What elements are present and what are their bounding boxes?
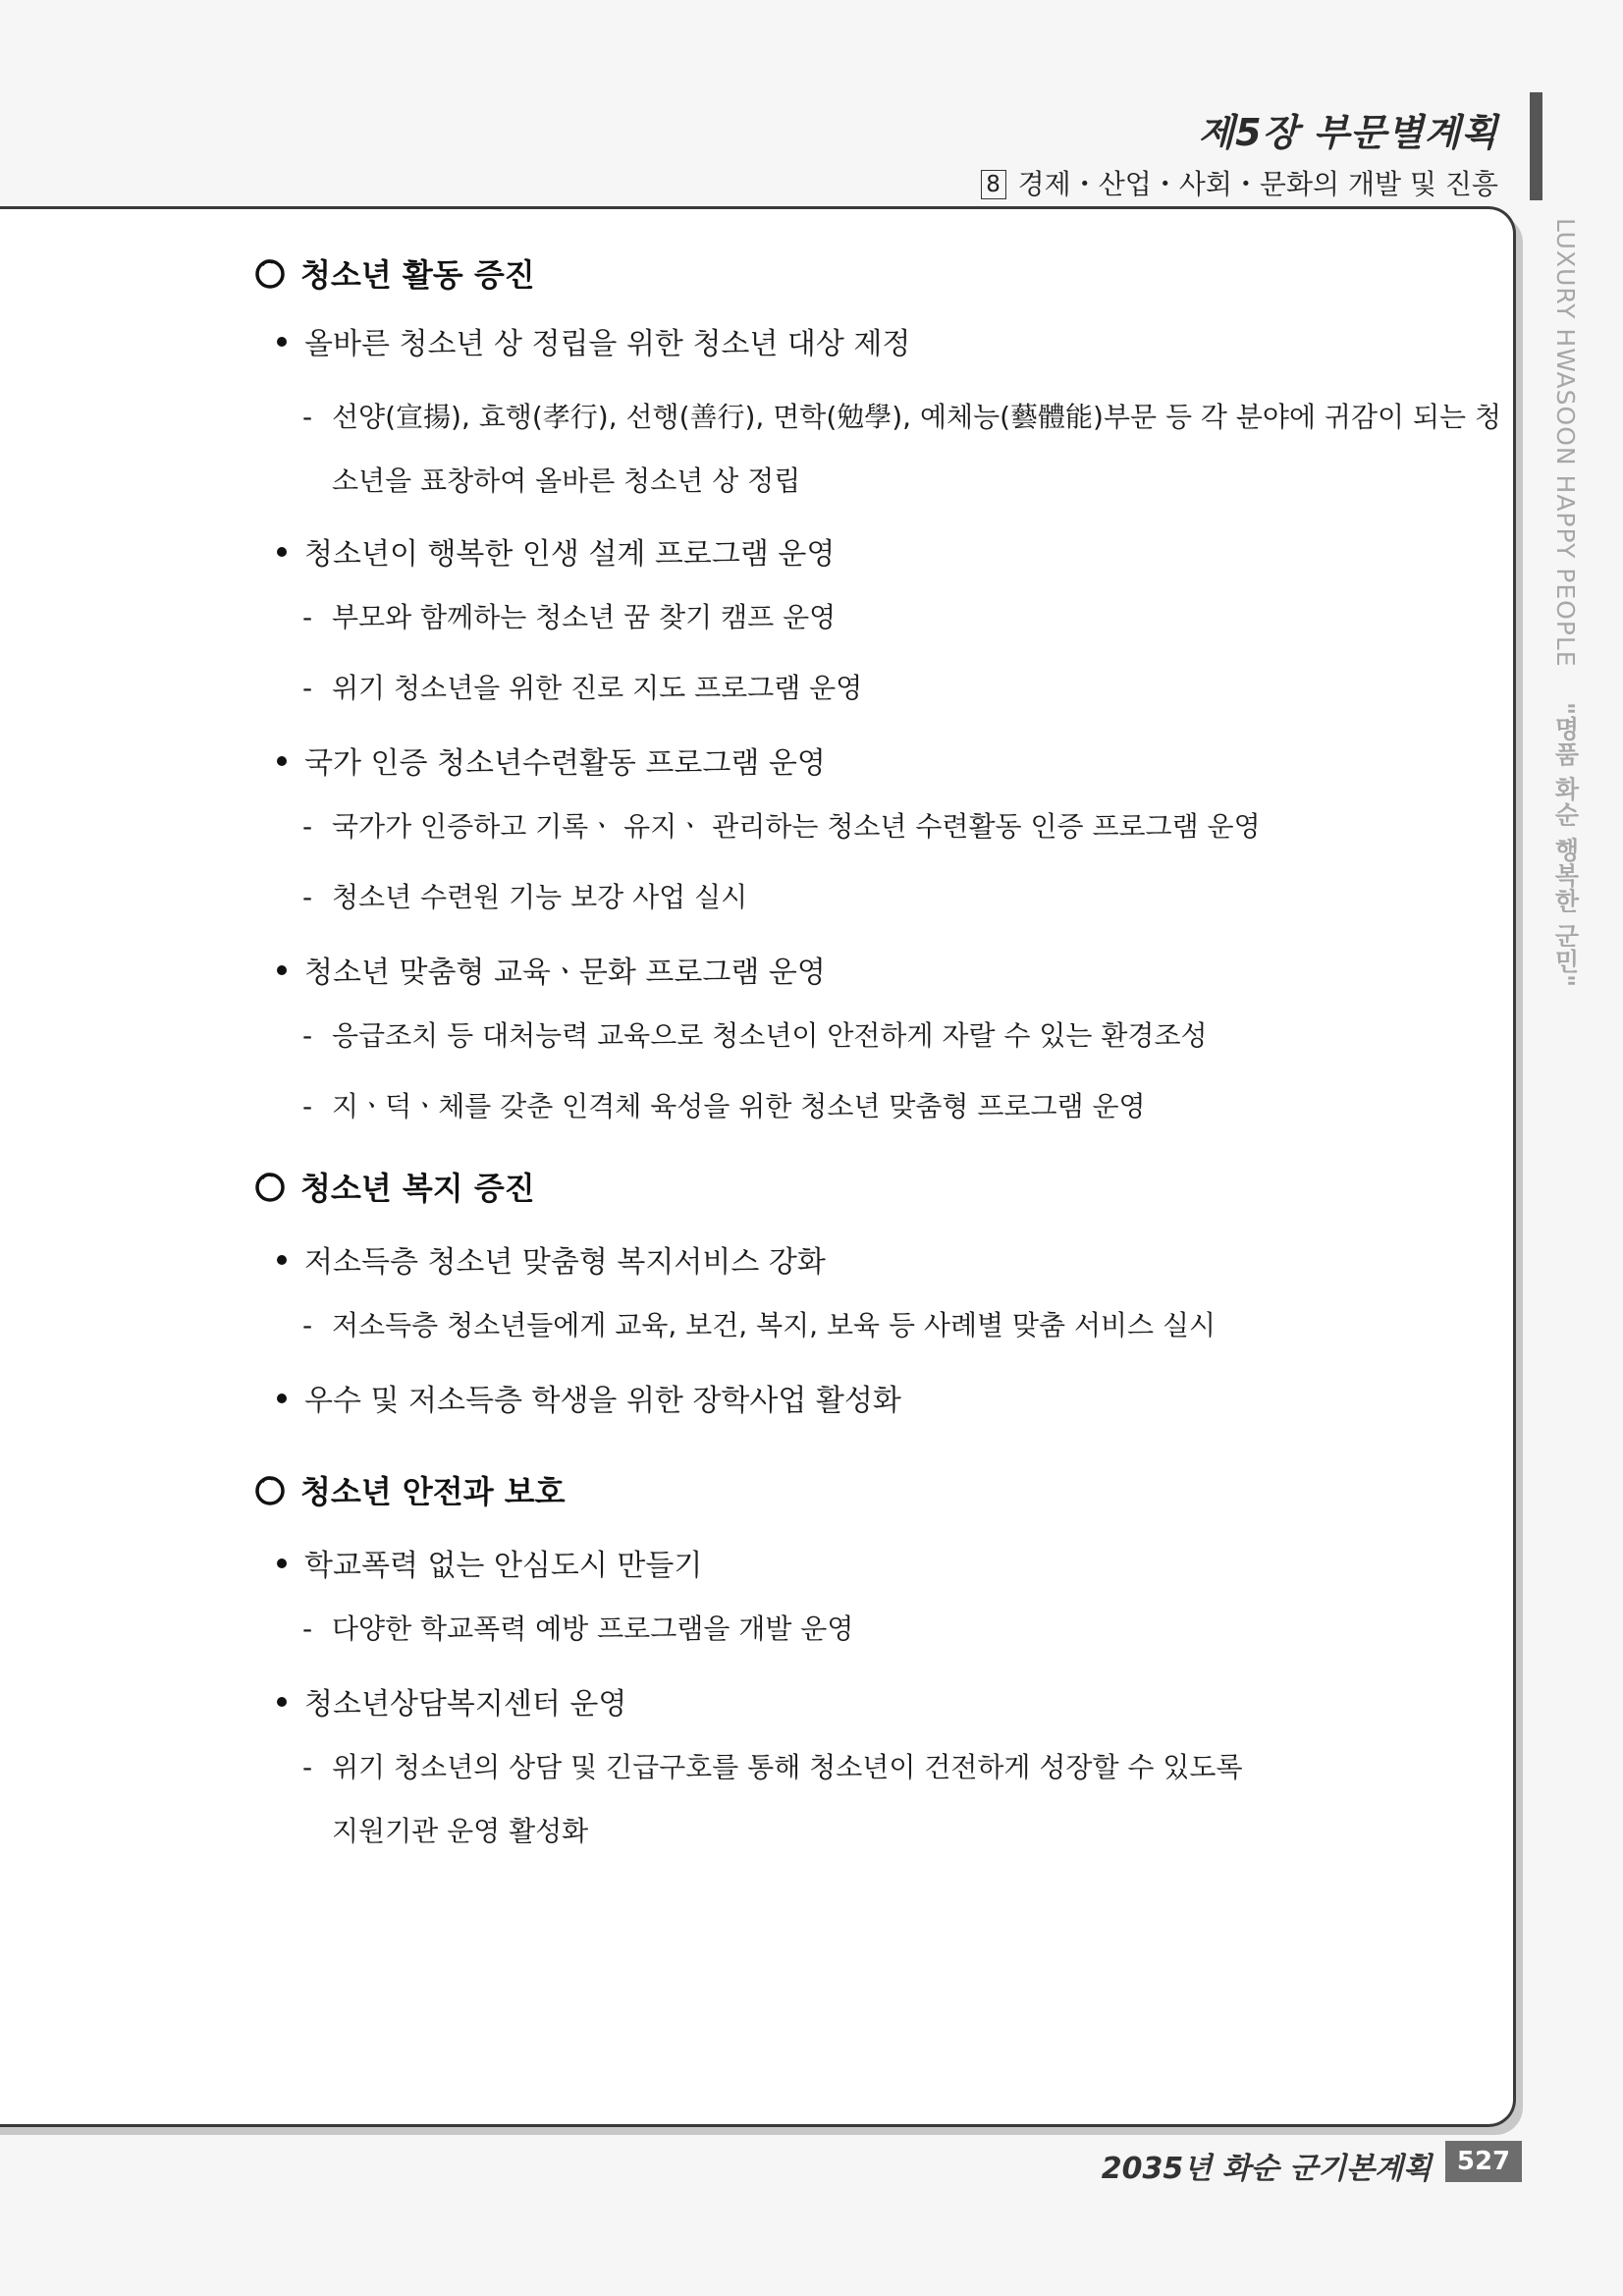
bullet-text: 청소년 맞춤형 교육ㆍ문화 프로그램 운영	[304, 956, 826, 990]
section-heading-text: 청소년 활동 증진	[300, 256, 535, 294]
dash-item-continuation: 지원기관 운영 활성화	[332, 1815, 589, 1847]
dash-item: - 응급조치 등 대처능력 교육으로 청소년이 안전하게 자랄 수 있는 환경조성	[302, 1019, 1208, 1052]
section-heading-text: 청소년 복지 증진	[300, 1170, 535, 1207]
section-title	[981, 163, 1498, 202]
dash-text: 위기 청소년을 위한 진로 지도 프로그램 운영	[332, 672, 863, 704]
bullet-dot-icon	[277, 547, 287, 557]
bullet-item	[277, 319, 910, 362]
bullet-item	[277, 1237, 826, 1281]
bullet-dot-icon	[277, 1558, 287, 1568]
dash-item: - 위기 청소년을 위한 진로 지도 프로그램 운영	[302, 672, 863, 704]
bullet-dot-icon	[277, 756, 287, 766]
bullet-text: 올바른 청소년 상 정립을 위한 청소년 대상 제정	[304, 327, 911, 361]
section-heading	[253, 250, 535, 296]
dash-item: - 다양한 학교폭력 예방 프로그램을 개발 운영	[302, 1613, 854, 1645]
dash-text: 선양(宣揚), 효행(孝行), 선행(善行), 면학(勉學), 예체능(藝體能)부문 등 각 분야에 귀감이 되는 청	[332, 401, 1501, 433]
section-number: 8	[981, 170, 1006, 199]
dash-item: - 국가가 인증하고 기록ㆍ 유지ㆍ 관리하는 청소년 수련활동 인증 프로그램 운영	[302, 810, 1261, 843]
dash-item: - 선양(宣揚), 효행(孝行), 선행(善行), 면학(勉學), 예체능(藝體能)부문 등 각 분야에 귀감이 되는 청	[302, 401, 1501, 433]
bullet-text: 학교폭력 없는 안심도시 만들기	[304, 1549, 703, 1583]
bullet-item	[277, 1541, 702, 1584]
dash-text: 위기 청소년의 상담 및 긴급구호를 통해 청소년이 건전하게 성장할 수 있도록	[332, 1751, 1243, 1783]
bullet-item	[277, 1679, 626, 1722]
dash-text: 저소득층 청소년들에게 교육, 보건, 복지, 보육 등 사례별 맞춤 서비스 실시	[332, 1309, 1217, 1341]
dash-text: 부모와 함께하는 청소년 꿈 찾기 캠프 운영	[332, 601, 837, 633]
dash-item: - 부모와 함께하는 청소년 꿈 찾기 캠프 운영	[302, 601, 837, 633]
bullet-item	[277, 948, 826, 991]
bullet-dot-icon	[277, 337, 287, 347]
bullet-dot-icon	[277, 1255, 287, 1265]
page-number: 527	[1445, 2141, 1522, 2182]
dash-item: - 청소년 수련원 기능 보강 사업 실시	[302, 881, 748, 913]
dash-item-continuation: 소년을 표창하여 올바른 청소년 상 정립	[332, 465, 801, 497]
bullet-item	[277, 1376, 901, 1419]
section-title-text: 경제・산업・사회・문화의 개발 및 진흥	[1017, 168, 1498, 200]
bullet-dot-icon	[277, 1394, 287, 1403]
dash-item: - 위기 청소년의 상담 및 긴급구호를 통해 청소년이 건전하게 성장할 수 있도록	[302, 1751, 1243, 1783]
bullet-item	[277, 738, 826, 782]
dash-text: 국가가 인증하고 기록ㆍ 유지ㆍ 관리하는 청소년 수련활동 인증 프로그램 운영	[332, 810, 1261, 843]
dash-item: - 지ㆍ덕ㆍ체를 갖춘 인격체 육성을 위한 청소년 맞춤형 프로그램 운영	[302, 1090, 1146, 1122]
side-banner-english: LUXURY HWASOON HAPPY PEOPLE	[1551, 218, 1580, 668]
dash-text: 지ㆍ덕ㆍ체를 갖춘 인격체 육성을 위한 청소년 맞춤형 프로그램 운영	[332, 1090, 1146, 1122]
bullet-item	[277, 529, 835, 573]
bullet-text: 국가 인증 청소년수련활동 프로그램 운영	[304, 746, 826, 781]
bullet-dot-icon	[277, 965, 287, 975]
dash-text: 다양한 학교폭력 예방 프로그램을 개발 운영	[332, 1613, 854, 1645]
bullet-text: 저소득층 청소년 맞춤형 복지서비스 강화	[304, 1245, 826, 1280]
section-heading-text: 청소년 안전과 보호	[300, 1473, 566, 1510]
heading-ring-icon	[253, 256, 287, 290]
bullet-text: 청소년상담복지센터 운영	[304, 1687, 627, 1722]
section-heading	[253, 1467, 566, 1512]
section-heading	[253, 1164, 535, 1209]
footer-title: 2035년 화순 군기본계획	[1101, 2152, 1432, 2186]
dash-text: 응급조치 등 대처능력 교육으로 청소년이 안전하게 자랄 수 있는 환경조성	[332, 1019, 1208, 1052]
dash-item: - 저소득층 청소년들에게 교육, 보건, 복지, 보육 등 사례별 맞춤 서비스 실시	[302, 1309, 1217, 1341]
bullet-text: 청소년이 행복한 인생 설계 프로그램 운영	[304, 537, 836, 572]
bullet-text: 우수 및 저소득층 학생을 위한 장학사업 활성화	[304, 1384, 901, 1418]
header-accent-bar	[1530, 92, 1542, 200]
bullet-dot-icon	[277, 1697, 287, 1707]
chapter-title: 제5장 부문별계획	[1198, 111, 1498, 154]
side-banner	[1547, 218, 1583, 988]
heading-ring-icon	[253, 1473, 287, 1506]
heading-ring-icon	[253, 1170, 287, 1203]
dash-text: 청소년 수련원 기능 보강 사업 실시	[332, 881, 748, 913]
side-banner-korean: "명품 화순 행복한 군민"	[1551, 701, 1580, 988]
